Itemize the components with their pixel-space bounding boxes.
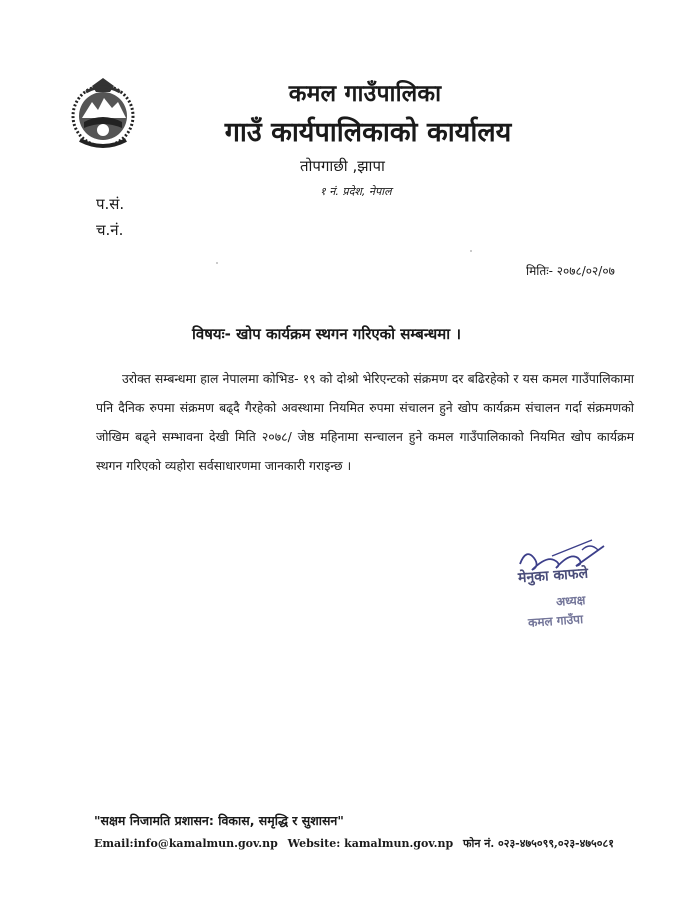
footer-motto: "सक्षम निजामति प्रशासन: विकास, समृद्धि र सुशासन" <box>94 813 344 828</box>
footer-phone: फोन नं. ०२३-४७५०९९,०२३-४७५०८१ <box>462 837 614 850</box>
scan-speck <box>216 262 218 264</box>
organization-name: कमल गाउँपालिका <box>288 81 442 107</box>
province-line: १ नं. प्रदेश, नेपाल <box>320 185 392 198</box>
signatory-organization: कमल गाउँपा <box>527 612 584 630</box>
letter-subject: विषयः- खोप कार्यक्रम स्थगन गरिएको सम्बन्धमा । <box>192 325 462 343</box>
nepal-emblem-icon <box>70 72 136 150</box>
letter-date: मितिः- २०७८/०२/०७ <box>526 264 615 278</box>
office-location: तोपगाछी ,झापा <box>300 157 385 175</box>
footer-email[interactable]: Email:info@kamalmun.gov.np <box>94 837 278 850</box>
dispatch-number-label: च.नं. <box>96 221 124 239</box>
scan-speck <box>470 250 472 252</box>
footer-website[interactable]: Website: kamalmun.gov.np <box>287 837 454 850</box>
signatory-title: अध्यक्ष <box>555 592 586 610</box>
signatory-name: मेनुका काफले <box>517 565 589 587</box>
letter-body: उरोक्त सम्बन्धमा हाल नेपालमा कोभिड- १९ को दोश्रो भेरिएन्टको संक्रमण दर बढिरहेको र यस कमल गाउँपालिकामा पनि दैनिक रुपमा संक्रमण बढ्दै गैरहेको अवस्थामा नियमित रुपमा संचालन हुने खोप कार्यक्रम संचालन गर्दा संक्रमणको जोखिम बढ्ने सम्भावना देखी मिति २०७८/ जेष्ठ महिनामा सन्चालन हुने कमल गाउँपालिकाको नियमित खोप कार्यक्रम स्थगन गरिएको व्यहोरा सर्वसाधारणमा जानकारी गराइन्छ । <box>96 371 634 473</box>
office-name: गाउँ कार्यपालिकाको कार्यालय <box>224 117 512 148</box>
footer-contact <box>94 836 654 851</box>
letter-number-label: प.सं. <box>96 195 125 213</box>
